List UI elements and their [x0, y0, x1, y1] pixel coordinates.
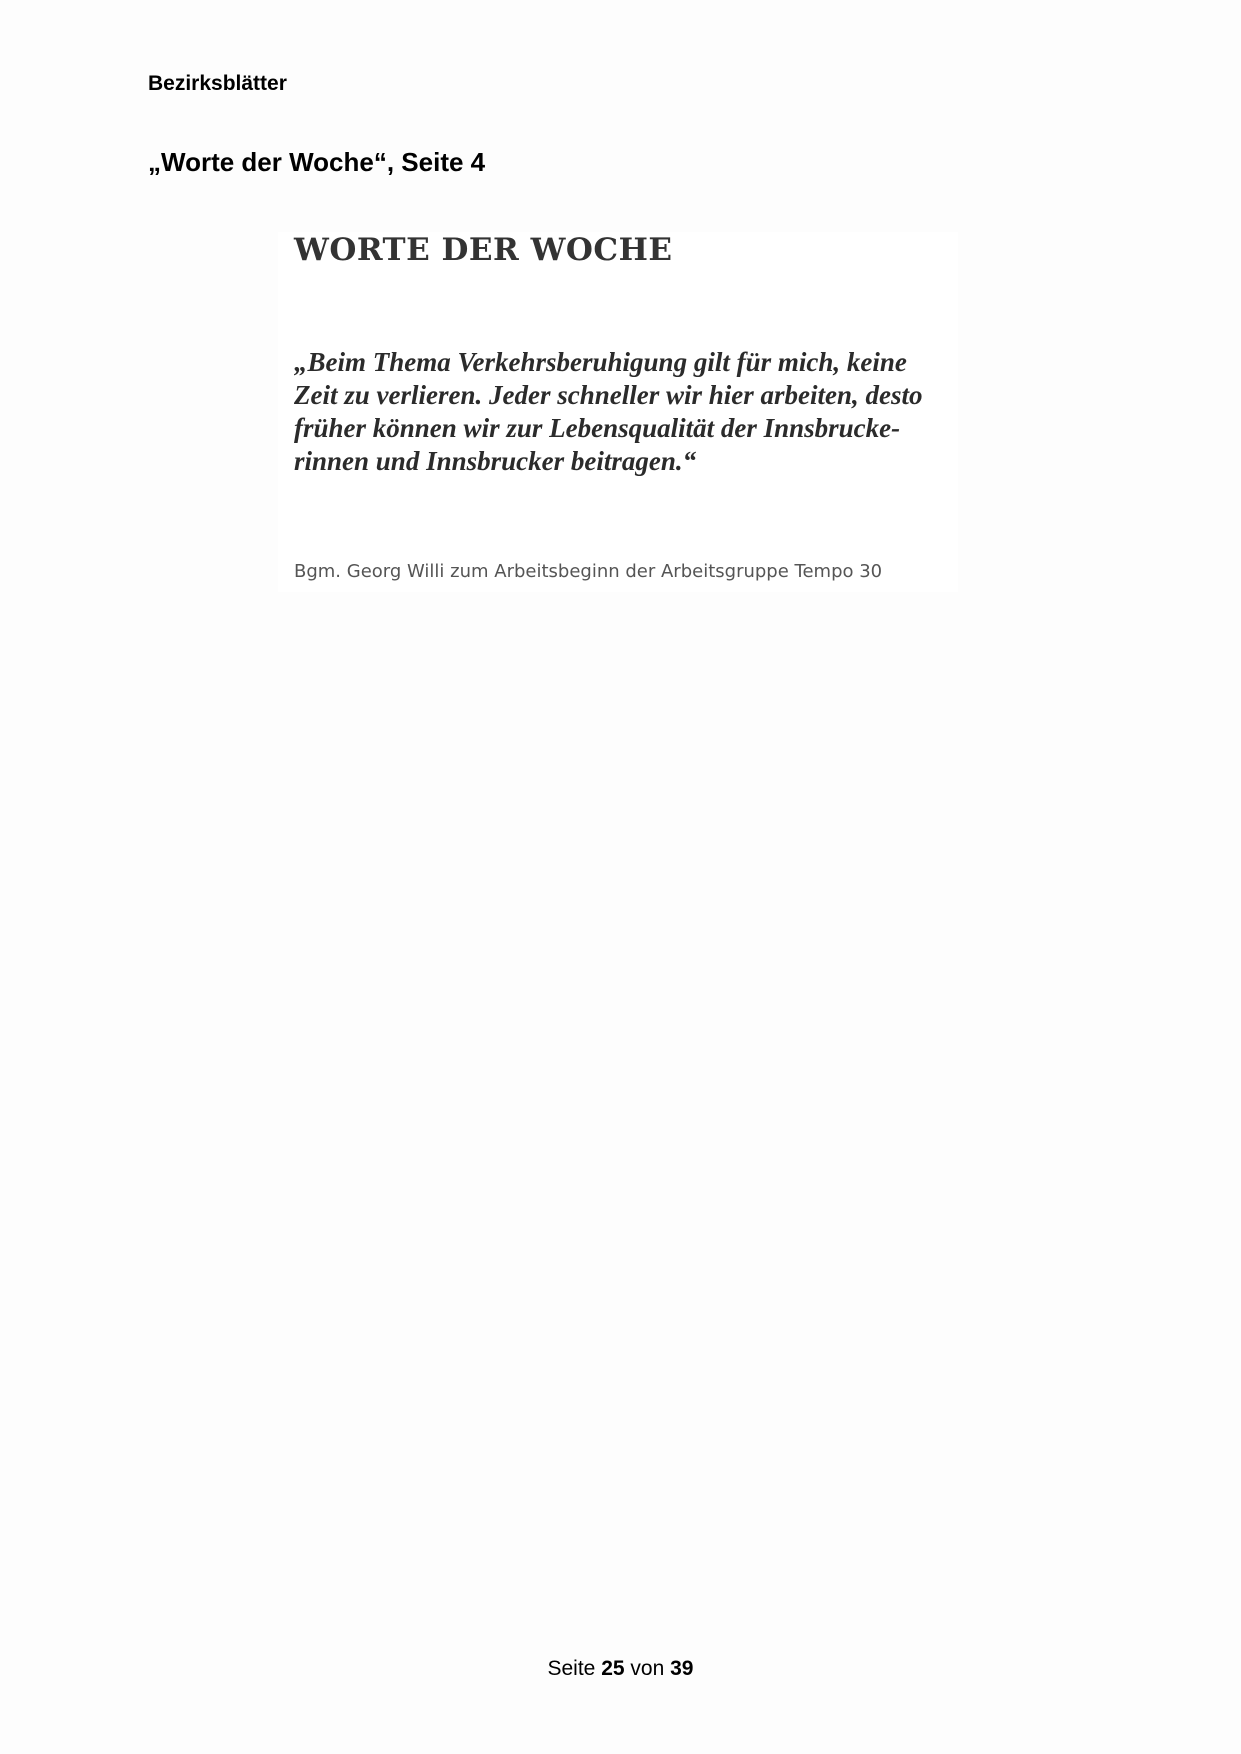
page-number-current: 25 — [601, 1657, 625, 1680]
page-number-prefix: Seite — [547, 1657, 596, 1680]
page-number-separator: von — [630, 1657, 665, 1680]
page-number-total: 39 — [670, 1657, 694, 1680]
quote-line: „Beim Thema Verkehrsberuhigung gilt für mich, keine — [294, 347, 907, 377]
document-header: Bezirksblätter — [148, 72, 287, 95]
newspaper-clipping — [278, 232, 958, 592]
page-number — [0, 1657, 1241, 1681]
clipping-heading: WORTE DER WOCHE — [294, 232, 673, 268]
quote-line: Zeit zu verlieren. Jeder schneller wir hier arbeiten, desto — [294, 380, 923, 410]
quote-line: rinnen und Innsbrucker beitragen.“ — [294, 446, 697, 476]
quote-line: früher können wir zur Lebensqualität der Innsbrucke- — [294, 413, 901, 443]
quote-attribution: Bgm. Georg Willi zum Arbeitsbeginn der Arbeitsgruppe Tempo 30 — [294, 561, 883, 582]
clipping-quote — [294, 346, 934, 478]
section-title: „Worte der Woche“, Seite 4 — [148, 147, 486, 177]
